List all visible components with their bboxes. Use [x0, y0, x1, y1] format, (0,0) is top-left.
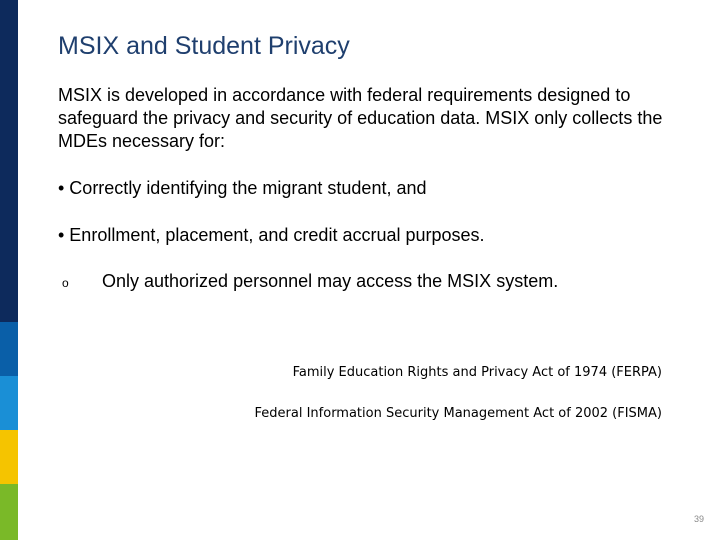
side-bar-blue-segment [0, 322, 18, 376]
side-color-bar [0, 0, 18, 540]
sub-bullet-authorized-access [62, 270, 558, 295]
page-number: 39 [693, 514, 704, 524]
slide-title: MSIX and Student Privacy [58, 32, 350, 60]
citation-ferpa: Family Education Rights and Privacy Act of 1974 (FERPA) [292, 365, 662, 380]
side-bar-navy-segment [0, 0, 18, 322]
bullet-identifying-student: • Correctly identifying the migrant student, and [58, 178, 427, 198]
side-bar-yellow-segment [0, 430, 18, 484]
bullet-enrollment-placement: • Enrollment, placement, and credit accrual purposes. [58, 225, 485, 245]
sub-bullet-marker: o [62, 276, 69, 290]
citation-fisma: Federal Information Security Management Act of 2002 (FISMA) [254, 406, 662, 421]
side-bar-light-blue-segment [0, 376, 18, 430]
sub-bullet-text: Only authorized personnel may access the MSIX system. [102, 271, 559, 291]
intro-paragraph: MSIX is developed in accordance with federal requirements designed to safeguard the privacy and security of education data. MSIX only collects the MDEs necessary for: [58, 85, 663, 151]
side-bar-green-segment [0, 484, 18, 540]
